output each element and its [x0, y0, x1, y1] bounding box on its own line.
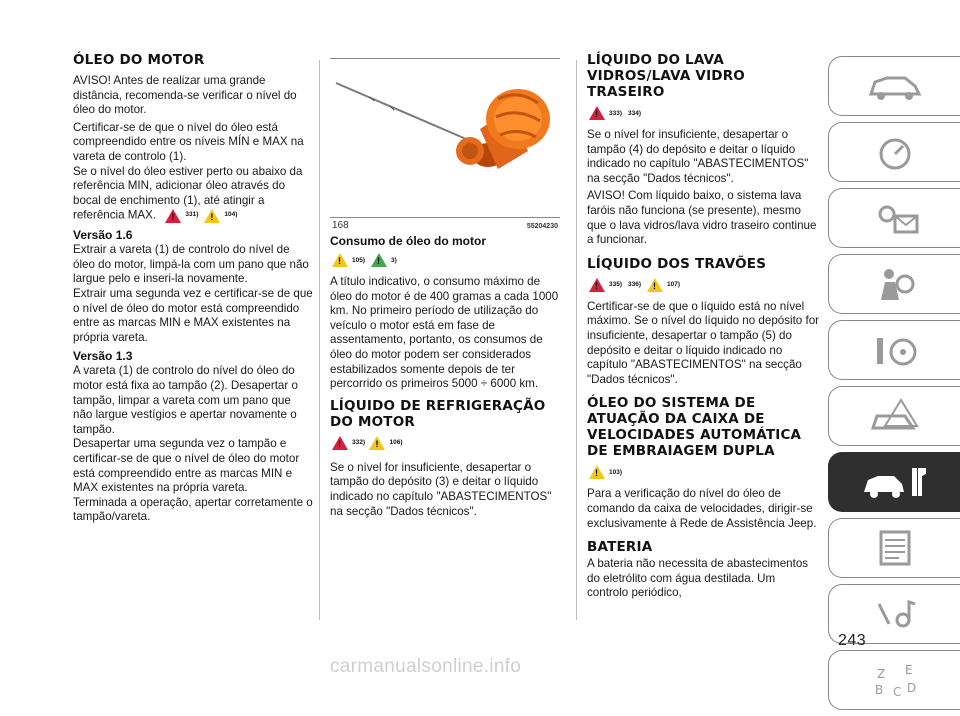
paragraph-check-level: Certificar-se de que o nível do óleo está compreendido entre os níveis MÍN e MAX na vareta de controlo (1).: [73, 120, 304, 163]
paragraph-washer-refill: Se o nível for insuficiente, desapertar o tampão (4) do depósito e deitar o líquido indicado no capítulo "ABASTECIMENTOS" na secção "Dados técnicos".: [587, 128, 809, 185]
svg-text:C: C: [892, 685, 901, 699]
svg-text:B: B: [874, 683, 883, 697]
caution-warning-icon: [332, 253, 365, 267]
svg-text:Z: Z: [876, 667, 885, 681]
heading-coolant: LÍQUIDO DE REFRIGERAÇÃO DO MOTOR: [330, 397, 546, 430]
watermark: carmanualsonline.info: [330, 656, 522, 677]
danger-warning-icon: [332, 436, 365, 450]
paragraph-v13-finish: Terminada a operação, apertar corretamente o tampão/vareta.: [73, 495, 313, 524]
starting-driving-wheel-icon[interactable]: [828, 320, 960, 380]
caution-warning-icon: [589, 465, 622, 479]
svg-text:D: D: [906, 681, 916, 695]
ref-label: 105): [352, 256, 366, 264]
paragraph-add-oil-text: Se o nível do óleo estiver perto ou abaixo da referência MIN, adicionar óleo através do bocal de enchimento (1), até atingir a referência MAX.: [73, 164, 303, 222]
caution-warning-icon: [369, 436, 402, 450]
warning-refs: [332, 251, 560, 269]
svg-text:E: E: [904, 663, 913, 677]
paragraph-consumption: A título indicativo, o consumo máximo de óleo do motor é de 400 gramas a cada 1000 km. No primeiro período de utilização do veículo o motor está em fase de assentamento, portanto, os consumos de óleo do motor podem ser considerados estabilizados somente depois de ter percorrido os primeiros 5000 ÷ 6000 km.: [330, 275, 559, 391]
emergency-car-warning-icon[interactable]: [828, 386, 960, 446]
environment-warning-icon: [371, 253, 397, 267]
paragraph-v13-step2: Desapertar uma segunda vez o tampão e certificar-se de que o nível de óleo do motor está compreendido entre as marcas MIN e MAX existentes na própria vareta.: [73, 437, 300, 495]
column-middle: [330, 58, 560, 522]
technical-data-list-icon[interactable]: [828, 518, 960, 578]
alphabetical-index-icon[interactable]: [828, 650, 960, 710]
car-info-icon[interactable]: [828, 56, 960, 116]
column-left: [73, 52, 313, 528]
ref-label: 332): [352, 439, 366, 447]
page-number: 243: [838, 632, 867, 649]
ref-label: 331): [185, 211, 199, 219]
heading-gearbox-oil: ÓLEO DO SISTEMA DE ATUAÇÃO DA CAIXA DE VELOCIDADES AUTOMÁTICA DE EMBRAIAGEM DUPLA: [587, 395, 802, 460]
caution-warning-icon: [204, 208, 237, 223]
ref-label: 3): [391, 256, 397, 264]
paragraph-brake-fluid: Certificar-se de que o líquido está no nível máximo. Se o nível do líquido no depósito for insuficiente, desapertar o tampão (5) do depósito e deitar o líquido indicado no capítulo "ABASTECIMENTOS" na secção "Dados técnicos".: [587, 299, 820, 386]
figure-code: 55204230: [526, 223, 558, 230]
paragraph-warning: AVISO! Antes de realizar uma grande distância, recomenda-se verificar o nível do óleo do motor.: [73, 74, 297, 117]
chapter-tabs: [828, 56, 960, 716]
ref-label: 334): [628, 109, 642, 117]
lights-sun-envelope-icon[interactable]: [828, 188, 960, 248]
paragraph-gearbox-oil: Para a verificação do nível do óleo de comando da caixa de velocidades, dirigir-se exclusivamente à Rede de Assistência Jeep.: [587, 487, 817, 530]
column-divider: [319, 60, 320, 620]
safety-airbag-icon[interactable]: [828, 254, 960, 314]
subheading-oil-consumption: Consumo de óleo do motor: [330, 234, 486, 248]
dashboard-gauge-icon[interactable]: [828, 122, 960, 182]
paragraph-v16-step1: Extrair a vareta (1) de controlo do nível de óleo do motor, limpá-la com um pano que não largue pelo e inseri-la novamente.: [73, 243, 309, 286]
oil-dipstick-illustration: [330, 59, 560, 209]
heading-washer-fluid: LÍQUIDO DO LAVA VIDROS/LAVA VIDRO TRASEIRO: [587, 52, 745, 100]
ref-label: 333): [609, 109, 623, 117]
warning-refs: [332, 436, 560, 455]
warning-refs: [589, 104, 819, 122]
paragraph-v16-step2: Extrair uma segunda vez e certificar-se de que o nível de óleo do motor está compreendido entre as marcas MIN e MAX existentes na própria vareta.: [73, 287, 313, 344]
ref-label: 106): [389, 439, 403, 447]
warning-refs: [589, 276, 819, 294]
maintenance-car-wrench-icon[interactable]: [828, 452, 960, 512]
paragraph-v13-step1: A vareta (1) de controlo do nível do óleo do motor está fixa ao tampão (2). Desapertar o tampão, limpar a vareta com um pano que não largue vestígios e apertar novamente o tampão.: [73, 364, 298, 436]
warning-refs: [165, 208, 237, 223]
ref-label: 336): [628, 281, 642, 289]
figure-oil-cap-dipstick: [330, 58, 560, 231]
subheading-version-13: Versão 1.3: [73, 349, 133, 364]
warning-refs: [589, 463, 819, 481]
heading-engine-oil: ÓLEO DO MOTOR: [73, 52, 205, 68]
ref-label: 103): [609, 468, 623, 476]
paragraph-coolant: Se o nível for insuficiente, desapertar o tampão do depósito (3) e deitar o líquido indicado no capítulo "ABASTECIMENTOS" na secção "Dados técnicos".: [330, 460, 552, 518]
ref-label: 107): [667, 281, 681, 289]
heading-brake-fluid: LÍQUIDO DOS TRAVÕES: [587, 255, 767, 272]
ref-label: 104): [224, 211, 238, 219]
paragraph-add-oil: [73, 165, 313, 224]
figure-number: 168: [332, 220, 349, 231]
heading-battery: BATERIA: [587, 539, 653, 556]
caution-warning-icon: [647, 278, 680, 292]
danger-warning-icon: [589, 278, 622, 292]
paragraph-battery: A bateria não necessita de abastecimentos do eletrólito com água destilada. Um controlo periódico,: [587, 557, 809, 600]
ref-label: 335): [609, 281, 623, 289]
danger-warning-icon: [589, 106, 622, 120]
column-divider: [576, 60, 577, 620]
column-right: [587, 52, 819, 604]
subheading-version-16: Versão 1.6: [73, 228, 133, 243]
paragraph-washer-warning: AVISO! Com líquido baixo, o sistema lava faróis não funciona (se presente), mesmo que o lava vidros/lava vidro traseiro continue a funcionar.: [587, 189, 817, 247]
danger-warning-icon: [165, 208, 198, 223]
